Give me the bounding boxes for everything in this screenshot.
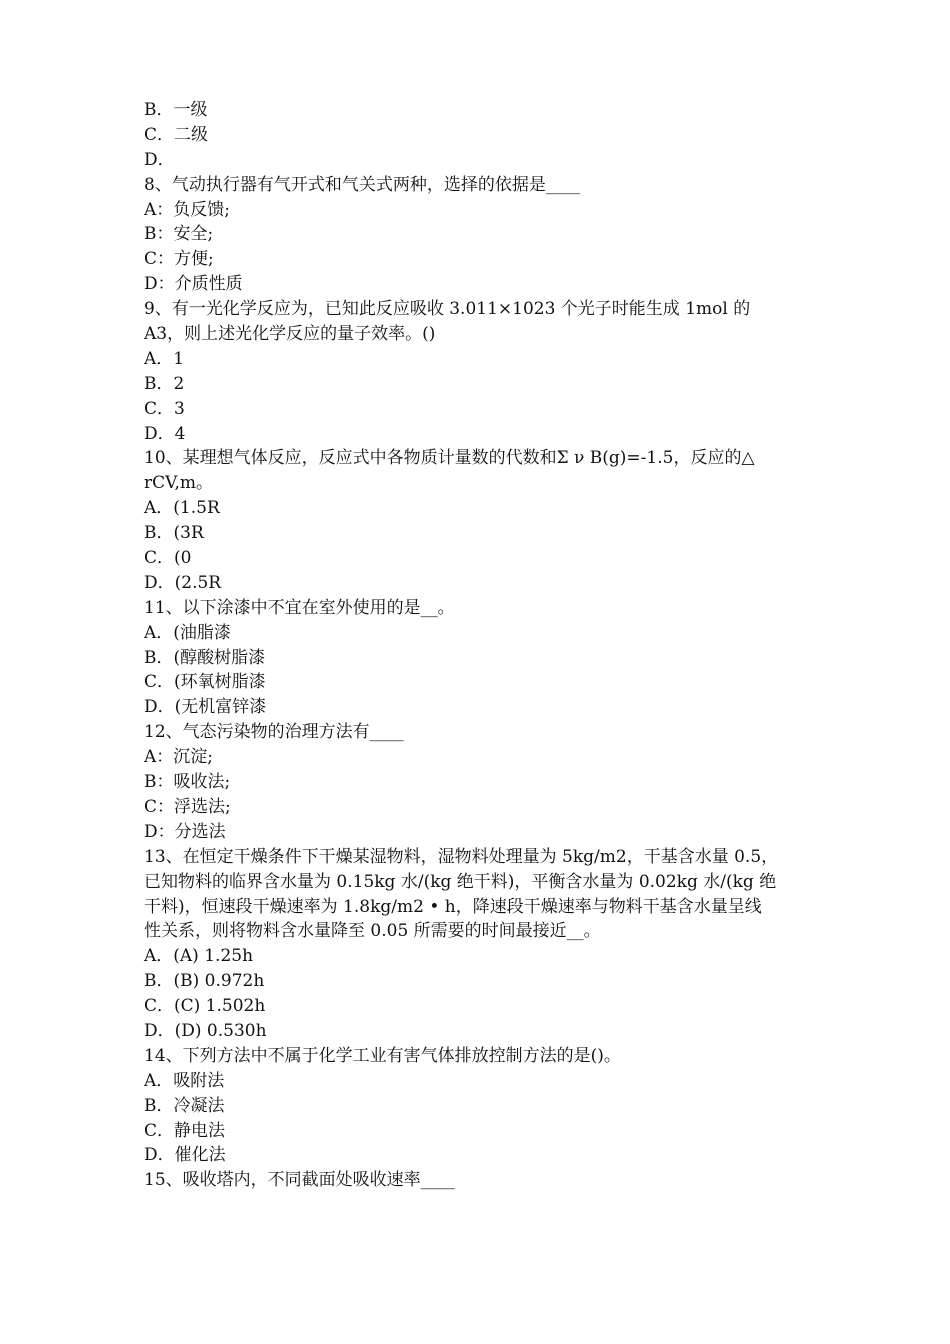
option-line: C．二级	[144, 124, 209, 145]
option-line: A．(A) 1.25h	[144, 946, 254, 967]
option-line: D．(D) 0.530h	[144, 1020, 267, 1041]
option-line: D．(无机富锌漆	[144, 697, 267, 718]
question-10-cont: rCV,m。	[144, 473, 213, 494]
option-line: C．静电法	[144, 1120, 226, 1141]
question-9-cont: A3，则上述光化学反应的量子效率。()	[144, 324, 436, 345]
option-line: A．(1.5R	[144, 498, 220, 519]
option-line: B．冷凝法	[144, 1095, 225, 1116]
option-line: B：安全;	[144, 224, 214, 245]
option-line: D：分选法	[144, 821, 226, 842]
question-13-cont: 已知物料的临界含水量为 0.15kg 水/(kg 绝干料)，平衡含水量为 0.02kg 水/(kg 绝	[144, 871, 777, 892]
option-line: B．(3R	[144, 523, 204, 544]
option-line: A：负反馈;	[144, 199, 231, 220]
question-8: 8、气动执行器有气开式和气关式两种，选择的依据是____	[144, 174, 580, 195]
option-line: B．2	[144, 373, 185, 394]
option-line: C．(环氧树脂漆	[144, 672, 266, 693]
option-line: A．吸附法	[144, 1070, 225, 1091]
option-line: C．(0	[144, 548, 192, 569]
option-line: B．(醇酸树脂漆	[144, 647, 266, 668]
option-line: D．催化法	[144, 1145, 226, 1166]
option-line: D．(2.5R	[144, 572, 222, 593]
option-line: D．4	[144, 423, 186, 444]
question-11: 11、以下涂漆中不宜在室外使用的是__。	[144, 597, 455, 618]
option-line: A：沉淀;	[144, 747, 214, 768]
option-line: B：吸收法;	[144, 772, 231, 793]
question-14: 14、下列方法中不属于化学工业有害气体排放控制方法的是()。	[144, 1045, 621, 1066]
option-line: B．(B) 0.972h	[144, 971, 265, 992]
question-12: 12、气态污染物的治理方法有____	[144, 722, 404, 743]
option-line: A．(油脂漆	[144, 622, 231, 643]
option-line: C：浮选法;	[144, 796, 231, 817]
question-13-cont: 性关系，则将物料含水量降至 0.05 所需要的时间最接近__。	[144, 921, 601, 942]
option-line: B．一级	[144, 100, 208, 120]
option-line: C：方便;	[144, 249, 214, 270]
question-9: 9、有一光化学反应为，已知此反应吸收 3.011×1023 个光子时能生成 1mol 的	[144, 299, 751, 320]
question-10: 10、某理想气体反应，反应式中各物质计量数的代数和Σ ν B(g)=-1.5，反应的△	[144, 448, 755, 469]
question-15: 15、吸收塔内，不同截面处吸收速率____	[144, 1170, 455, 1191]
option-line: D．	[144, 149, 175, 170]
question-13-cont: 干料)，恒速段干燥速率为 1.8kg/m2 • h，降速段干燥速率与物料干基含水量呈线	[144, 896, 762, 917]
option-line: C．3	[144, 398, 185, 419]
option-line: A．1	[144, 348, 185, 369]
question-13: 13、在恒定干燥条件下干燥某湿物料，湿物料处理量为 5kg/m2，干基含水量 0.5，	[144, 846, 779, 867]
option-line: D：介质性质	[144, 274, 243, 295]
option-line: C．(C) 1.502h	[144, 996, 266, 1017]
question-text-block	[144, 98, 812, 1193]
